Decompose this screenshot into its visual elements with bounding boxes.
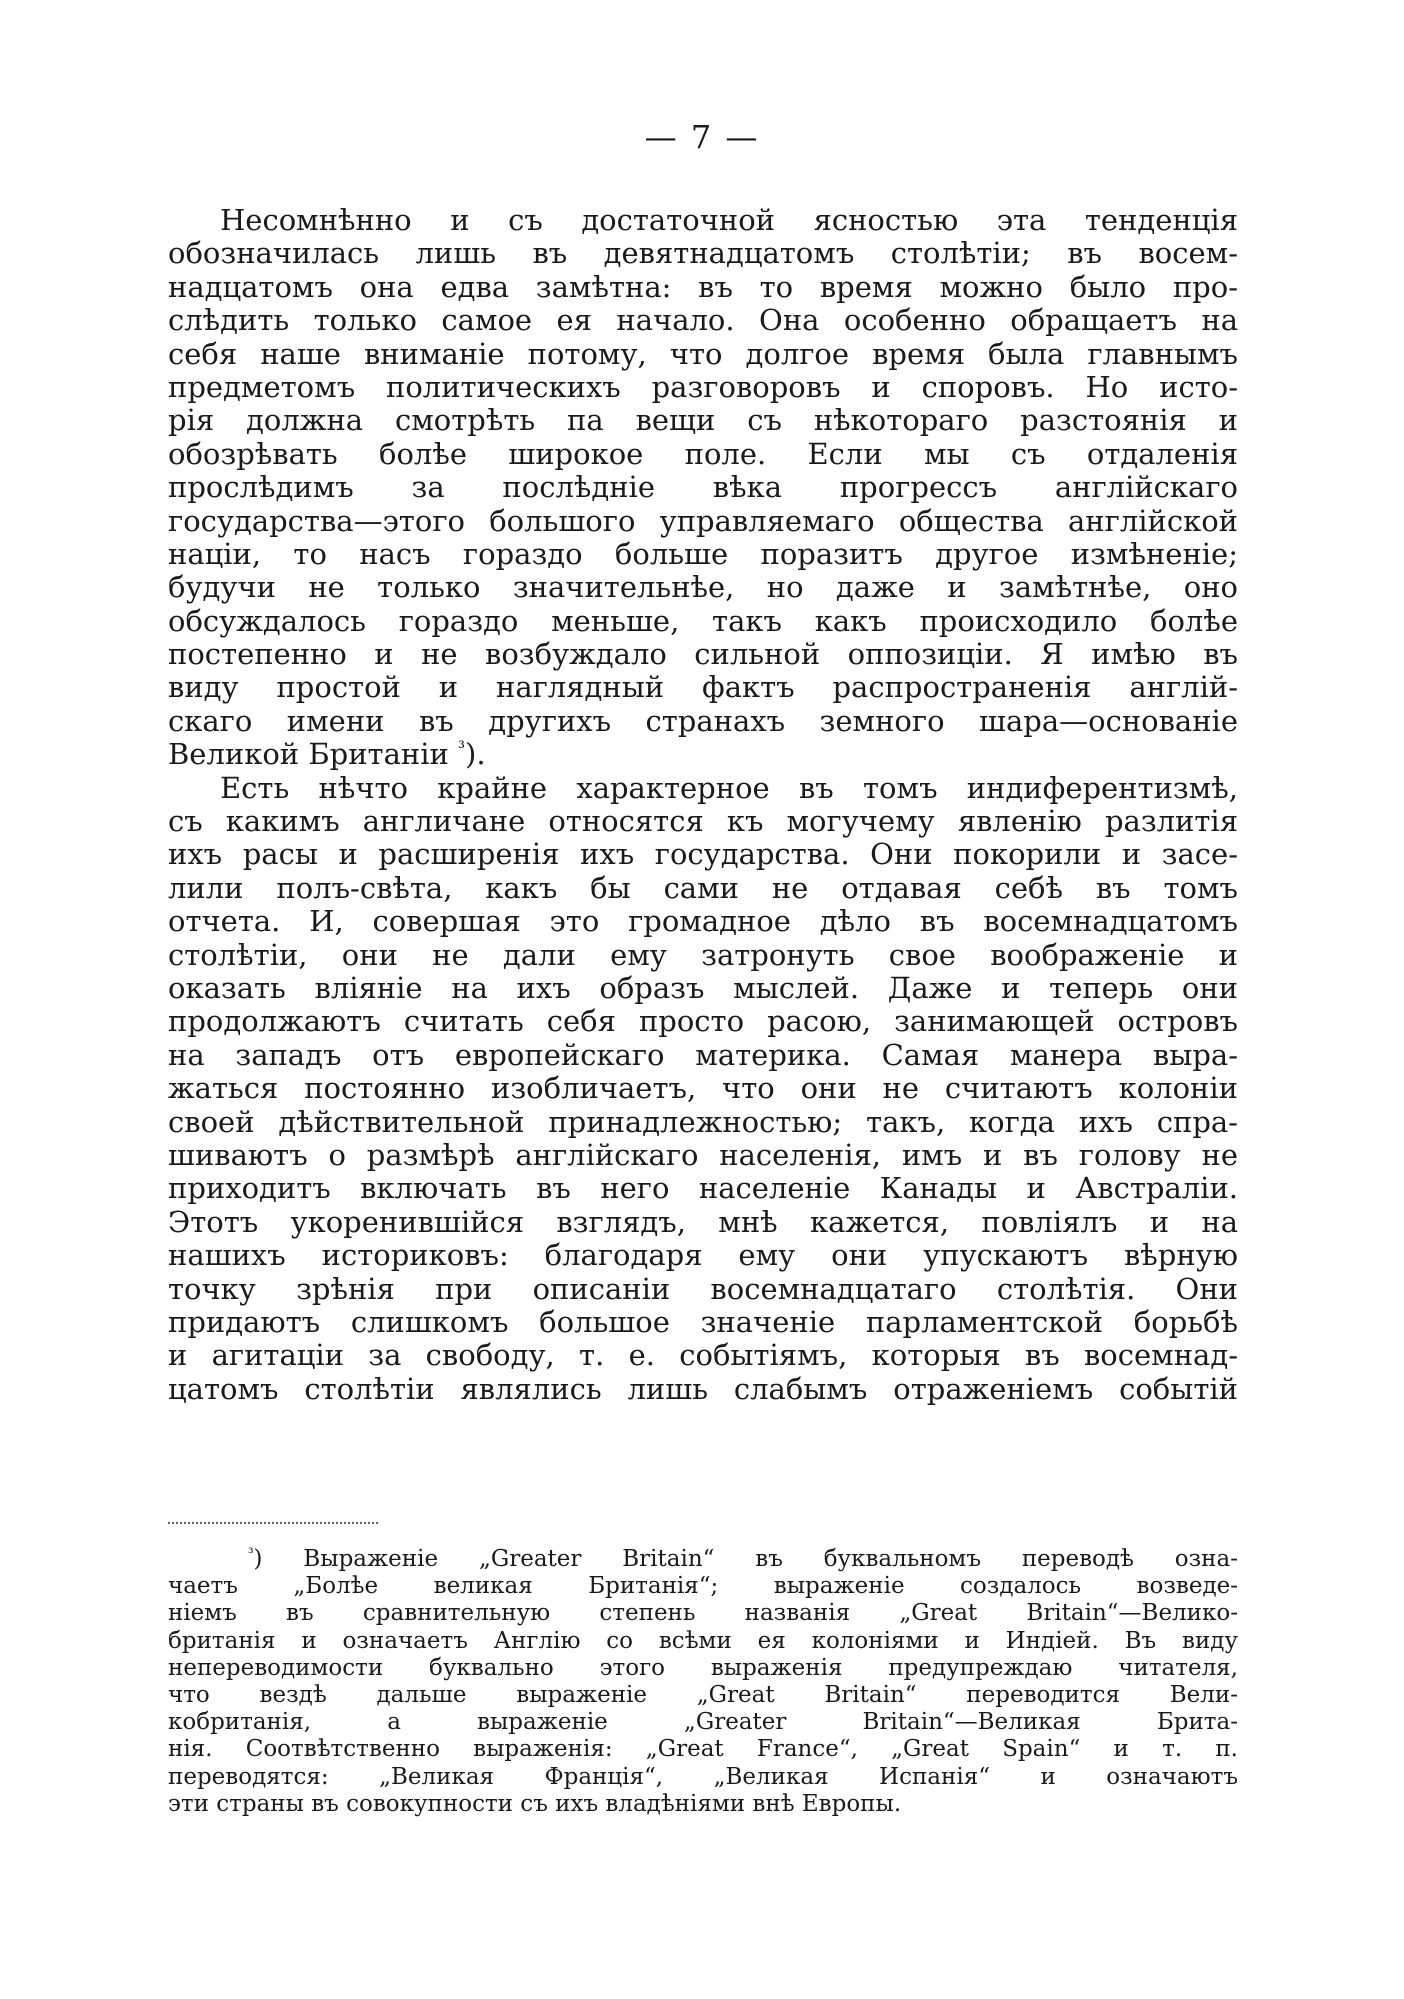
text-line: рія должна смотрѣть па вещи съ нѣкотораго разстоянія и (168, 404, 1238, 438)
main-text (168, 204, 1238, 1406)
text-line: виду простой и наглядный фактъ распространенія англій- (168, 671, 1238, 705)
footnote-line: ніемъ въ сравнительную степень названія „Great Britain“—Велико- (168, 1600, 1238, 1627)
text-line: оказать вліяніе на ихъ образъ мыслей. Даже и теперь они (168, 971, 1238, 1005)
footnote-divider (168, 1522, 378, 1524)
text-line: жаться постоянно изобличаетъ, что они не считаютъ колоніи (168, 1072, 1238, 1106)
text-line: націи, то насъ гораздо больше поразитъ другое измѣненіе; (168, 537, 1238, 571)
page-number: — 7 — (644, 118, 760, 156)
text-line: ихъ расы и расширенія ихъ государства. Они покорили и засе- (168, 838, 1238, 872)
text-line: точку зрѣнія при описаніи восемнадцатаго столѣтія. Они (168, 1272, 1238, 1306)
text-line: придаютъ слишкомъ большое значеніе парламентской борьбѣ (168, 1305, 1238, 1339)
text-line: Есть нѣчто крайне характерное въ томъ индиферентизмѣ, (220, 771, 1238, 805)
footnote-line: непереводимости буквально этого выраженія предупреждаю читателя, (168, 1654, 1238, 1681)
footnote-line: нія. Соотвѣтственно выраженія: „Great France“, „Great Spain“ и т. п. (168, 1736, 1238, 1763)
text-line: обозрѣвать болѣе широкое поле. Если мы съ отдаленія (168, 437, 1238, 471)
footnote (168, 1546, 1238, 1818)
text-line: слѣдить только самое ея начало. Она особенно обращаетъ на (168, 304, 1238, 338)
footnote-line: что вездѣ дальше выраженіе „Great Britain“ переводится Вели- (168, 1681, 1238, 1708)
text-line: продолжаютъ считать себя просто расою, занимающей островъ (168, 1005, 1238, 1039)
text-line: прослѣдимъ за послѣдніе вѣка прогрессъ англійскаго (168, 471, 1238, 505)
text-line: будучи не только значительнѣе, но даже и замѣтнѣе, оно (168, 571, 1238, 605)
text-line-tail: ). (465, 738, 486, 772)
text-line: обсуждалось гораздо меньше, такъ какъ происходило болѣе (168, 604, 1238, 638)
footnote-line: чаетъ „Болѣе великая Британія“; выраженіе создалось возведе- (168, 1573, 1238, 1600)
text-line (168, 738, 1238, 771)
footnote-line: переводятся: „Великая Франція“, „Великая Испанія“ и означаютъ (168, 1763, 1238, 1790)
text-line: съ какимъ англичане относятся къ могучему явленію разлитія (168, 805, 1238, 839)
footnote-line: кобританія, а выраженіе „Greater Britain“—Великая Брита- (168, 1709, 1238, 1736)
footnote-reference: ³ (458, 738, 466, 759)
footnote-line: эти страны въ совокупности съ ихъ владѣніями внѣ Европы. (168, 1790, 902, 1817)
text-line: надцатомъ она едва замѣтна: въ то время можно было про- (168, 270, 1238, 304)
text-line: на западъ отъ европейскаго материка. Самая манера выра- (168, 1038, 1238, 1072)
footnote-line-content: ) Выраженіе „Greater Britain“ въ буквальномъ переводѣ озна- (253, 1546, 1238, 1572)
text-line: государства—этого большого управляемаго общества англійской (168, 504, 1238, 538)
text-line: Несомнѣнно и съ достаточной ясностью эта тенденція (220, 204, 1238, 237)
footnote-mark: ³ (248, 1546, 254, 1562)
text-line: столѣтіи, они не дали ему затронуть свое воображеніе и (168, 938, 1238, 972)
text-line: себя наше вниманіе потому, что долгое время была главнымъ (168, 337, 1238, 371)
text-line: обозначилась лишь въ девятнадцатомъ столѣтіи; въ восем- (168, 237, 1238, 271)
text-line: шиваютъ о размѣрѣ англійскаго населенія, имъ и въ голову не (168, 1138, 1238, 1172)
text-line: постепенно и не возбуждало сильной оппозиціи. Я имѣю въ (168, 638, 1238, 672)
text-line: и агитаціи за свободу, т. е. событіямъ, которыя въ восемнад- (168, 1339, 1238, 1373)
text-line: своей дѣйствительной принадлежностью; такъ, когда ихъ спра- (168, 1105, 1238, 1139)
text-line: цатомъ столѣтіи являлись лишь слабымъ отраженіемъ событій (168, 1372, 1238, 1406)
text-line-content: Великой Британіи (168, 738, 459, 772)
text-line: Этотъ укоренившійся взглядъ, мнѣ кажется, повліялъ и на (168, 1205, 1238, 1239)
text-line: нашихъ историковъ: благодаря ему они упускаютъ вѣрную (168, 1239, 1238, 1273)
text-line: лили полъ-свѣта, какъ бы сами не отдавая себѣ въ томъ (168, 871, 1238, 905)
footnote-line (168, 1546, 1238, 1573)
footnote-line: британія и означаетъ Англію со всѣми ея колоніями и Индіей. Въ виду (168, 1627, 1238, 1654)
text-line: скаго имени въ другихъ странахъ земного шара—основаніе (168, 704, 1238, 738)
text-line: приходитъ включать въ него населеніе Канады и Австраліи. (168, 1172, 1238, 1206)
text-line: отчета. И, совершая это громадное дѣло въ восемнадцатомъ (168, 905, 1238, 939)
text-line: предметомъ политическихъ разговоровъ и споровъ. Но исто- (168, 370, 1238, 404)
